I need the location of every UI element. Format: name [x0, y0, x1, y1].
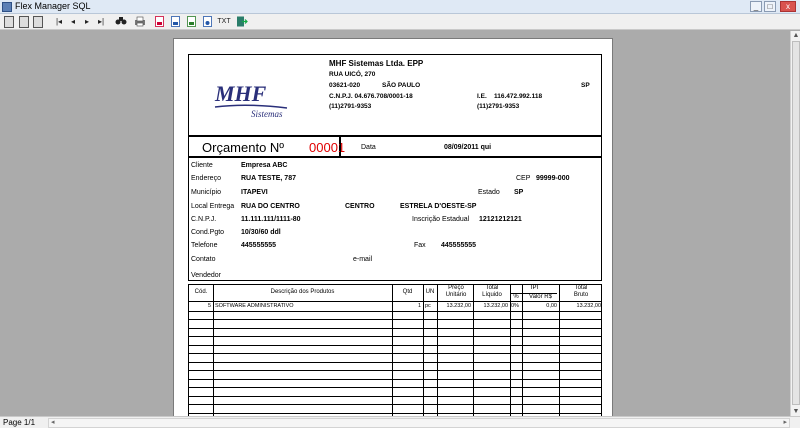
- header-ipi-valor: Valor R$: [529, 294, 552, 300]
- item-cell-valor: 0,00: [546, 302, 557, 309]
- item-cell-desc: SOFTWARE ADMINISTRATIVO: [215, 302, 294, 309]
- municipio-label: Município: [191, 189, 221, 196]
- company-cnpj: C.N.P.J. 04.676.708/0001-18: [329, 93, 413, 100]
- company-state: SP: [581, 82, 590, 89]
- export-html-icon[interactable]: [202, 16, 213, 28]
- row-divider: [189, 353, 601, 354]
- row-divider: [189, 413, 601, 414]
- scroll-right-arrow[interactable]: ▸: [783, 419, 787, 426]
- print-icon[interactable]: [134, 16, 146, 28]
- cliente-label: Cliente: [191, 162, 213, 169]
- estado-value: SP: [514, 189, 524, 196]
- report-preview-area: [0, 31, 790, 416]
- logo-subtitle: Sistemas: [251, 109, 283, 119]
- row-divider: [189, 387, 601, 388]
- cond-pgto-value: 10/30/60 ddl: [241, 229, 281, 236]
- company-name: MHF Sistemas Ltda. EPP: [329, 59, 424, 68]
- item-cell-cod: 5: [207, 302, 211, 309]
- toolbar: [0, 14, 800, 30]
- multi-page-icon[interactable]: [33, 16, 43, 28]
- telefone-label: Telefone: [191, 242, 218, 249]
- first-page-button[interactable]: |◂: [55, 17, 63, 26]
- logo-mark: MHF: [215, 81, 267, 106]
- item-cell-total_bruto: 13.232,00: [576, 302, 601, 309]
- municipio-value: ITAPEVI: [241, 189, 268, 196]
- row-divider: [189, 319, 601, 320]
- items-table: [188, 284, 602, 416]
- quote-date: 08/09/2011 qui: [444, 144, 492, 151]
- item-cell-qtd: 1: [417, 302, 421, 309]
- close-button[interactable]: x: [780, 1, 796, 12]
- contato-label: Contato: [191, 256, 216, 263]
- company-phone-1: (11)2791-9353: [329, 103, 372, 110]
- prev-page-button[interactable]: ◂: [70, 17, 75, 26]
- fax-value: 445555555: [441, 242, 477, 249]
- exit-icon[interactable]: [236, 16, 248, 28]
- telefone-value: 445555555: [241, 242, 277, 249]
- last-page-button[interactable]: ▸|: [97, 17, 105, 26]
- scroll-thumb[interactable]: [792, 41, 800, 405]
- maximize-button[interactable]: □: [764, 1, 776, 12]
- header-total-liquido: Total Líquido: [482, 285, 502, 298]
- company-ie: 116.472.992.118: [494, 93, 543, 100]
- app-icon: [2, 2, 12, 12]
- date-label: Data: [361, 144, 376, 151]
- cond-pgto-label: Cond.Pgto: [191, 229, 225, 236]
- company-cep: 03621-020: [329, 82, 361, 89]
- item-cell-un: pc: [425, 302, 431, 309]
- cnpj-value: 11.111.111/1111-80: [241, 216, 301, 223]
- status-bar: [0, 416, 800, 428]
- minimize-button[interactable]: _: [750, 1, 762, 12]
- item-cell-preco: 13.232,00: [446, 302, 471, 309]
- local-entrega-value: RUA DO CENTRO: [241, 203, 300, 210]
- item-cell-pct: 0%: [511, 302, 519, 309]
- company-phone-2: (11)2791-9353: [477, 103, 520, 110]
- local-entrega-label: Local Entrega: [191, 203, 235, 210]
- export-txt-button[interactable]: TXT: [217, 18, 231, 25]
- row-divider: [189, 379, 601, 380]
- two-pages-icon[interactable]: [19, 16, 29, 28]
- row-divider: [189, 345, 601, 346]
- fax-label: Fax: [414, 242, 426, 249]
- row-divider: [189, 370, 601, 371]
- horizontal-scrollbar[interactable]: [48, 418, 790, 428]
- row-divider: [189, 328, 601, 329]
- header-descricao: Descrição dos Produtos: [270, 289, 335, 295]
- export-doc-icon[interactable]: [170, 16, 181, 28]
- vertical-scrollbar[interactable]: [790, 31, 800, 416]
- row-divider: [189, 396, 601, 397]
- cnpj-label: C.N.P.J.: [191, 216, 217, 223]
- company-header: [188, 54, 602, 136]
- header-preco: Preço Unitário: [445, 285, 467, 298]
- page-setup-icon[interactable]: [4, 16, 14, 28]
- title-bar: [0, 0, 800, 14]
- email-label: e-mail: [353, 256, 373, 263]
- export-pdf-icon[interactable]: [154, 16, 165, 28]
- header-cod: Cód.: [194, 289, 208, 295]
- cep-label: CEP: [516, 175, 531, 182]
- cep-value: 99999-000: [536, 175, 570, 182]
- endereco-label: Endereço: [191, 175, 221, 182]
- report-page: [173, 38, 613, 416]
- ie-value: 12121212121: [479, 216, 522, 223]
- quote-date-box: [340, 136, 602, 157]
- ie-label: Inscrição Estadual: [412, 216, 470, 223]
- header-ipi: IPI: [530, 285, 539, 291]
- company-ie-label: I.E.: [477, 93, 487, 100]
- cliente-value: Empresa ABC: [241, 162, 288, 169]
- header-total-bruto: Total Bruto: [573, 285, 589, 298]
- quote-label: Orçamento Nº: [202, 140, 285, 155]
- quote-number: 00001: [309, 140, 346, 155]
- header-ipi-pct: %: [513, 294, 519, 300]
- item-cell-total_liq: 13.232,00: [483, 302, 508, 309]
- endereco-value: RUA TESTE, 787: [241, 175, 296, 182]
- vendedor-label: Vendedor: [191, 272, 221, 279]
- company-logo: [207, 75, 307, 125]
- binoculars-icon[interactable]: [115, 16, 127, 28]
- page-indicator: Page 1/1: [3, 418, 36, 427]
- header-qtd: Qtd: [402, 289, 413, 295]
- row-divider: [189, 311, 601, 312]
- scroll-left-arrow[interactable]: ◂: [51, 419, 55, 426]
- row-divider: [189, 404, 601, 405]
- quote-number-box: [188, 136, 346, 157]
- scroll-up-arrow[interactable]: ▲: [792, 32, 800, 39]
- company-street: RUA UICÓ, 270: [329, 71, 376, 78]
- client-box: [188, 157, 602, 281]
- row-divider: [189, 336, 601, 337]
- local-city-value: ESTRELA D'OESTE-SP: [400, 203, 477, 210]
- bairro-value: CENTRO: [345, 203, 375, 210]
- company-city: SÃO PAULO: [382, 82, 421, 89]
- estado-label: Estado: [478, 189, 500, 196]
- window-title: Flex Manager SQL: [15, 1, 91, 11]
- export-xls-icon[interactable]: [186, 16, 197, 28]
- scroll-down-arrow[interactable]: ▼: [792, 408, 800, 415]
- next-page-button[interactable]: ▸: [84, 17, 89, 26]
- row-divider: [189, 362, 601, 363]
- header-un: UN: [425, 289, 435, 295]
